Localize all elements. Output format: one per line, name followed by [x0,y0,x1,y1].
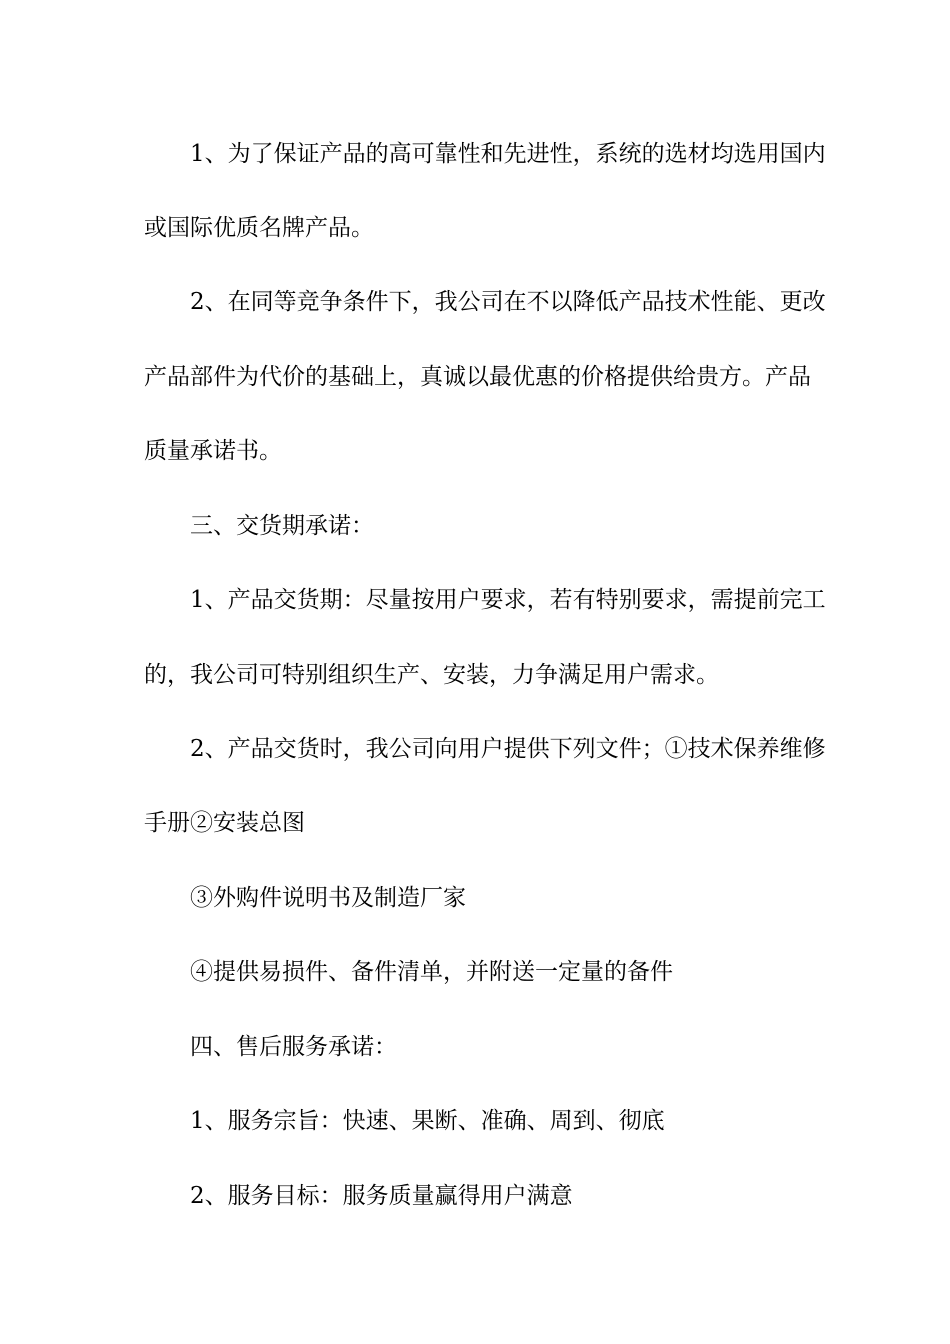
paragraph-line: 1、服务宗旨：快速、果断、准确、周到、彻底 [190,1108,665,1134]
paragraph-line: 1、产品交货期：尽量按用户要求，若有特别要求，需提前完工 [190,587,826,613]
paragraph-line: 质量承诺书。 [144,438,282,464]
paragraph-line: 2、产品交货时，我公司向用户提供下列文件；①技术保养维修 [190,736,826,762]
paragraph-line: 的，我公司可特别组织生产、安装，力争满足用户需求。 [144,662,719,688]
paragraph-line: 2、服务目标：服务质量赢得用户满意 [190,1183,573,1209]
paragraph-line: 手册②安装总图 [144,810,305,836]
paragraph-line: 1、为了保证产品的高可靠性和先进性，系统的选材均选用国内 [190,141,826,167]
paragraph-line: ④提供易损件、备件清单，并附送一定量的备件 [190,959,673,985]
paragraph-line: 或国际优质名牌产品。 [144,215,374,241]
section-heading: 四、售后服务承诺： [190,1034,397,1060]
paragraph-line: 产品部件为代价的基础上，真诚以最优惠的价格提供给贵方。产品 [144,364,811,390]
section-heading: 三、交货期承诺： [190,513,374,539]
paragraph-line: 2、在同等竞争条件下，我公司在不以降低产品技术性能、更改 [190,289,826,315]
paragraph-line: ③外购件说明书及制造厂家 [190,885,466,911]
